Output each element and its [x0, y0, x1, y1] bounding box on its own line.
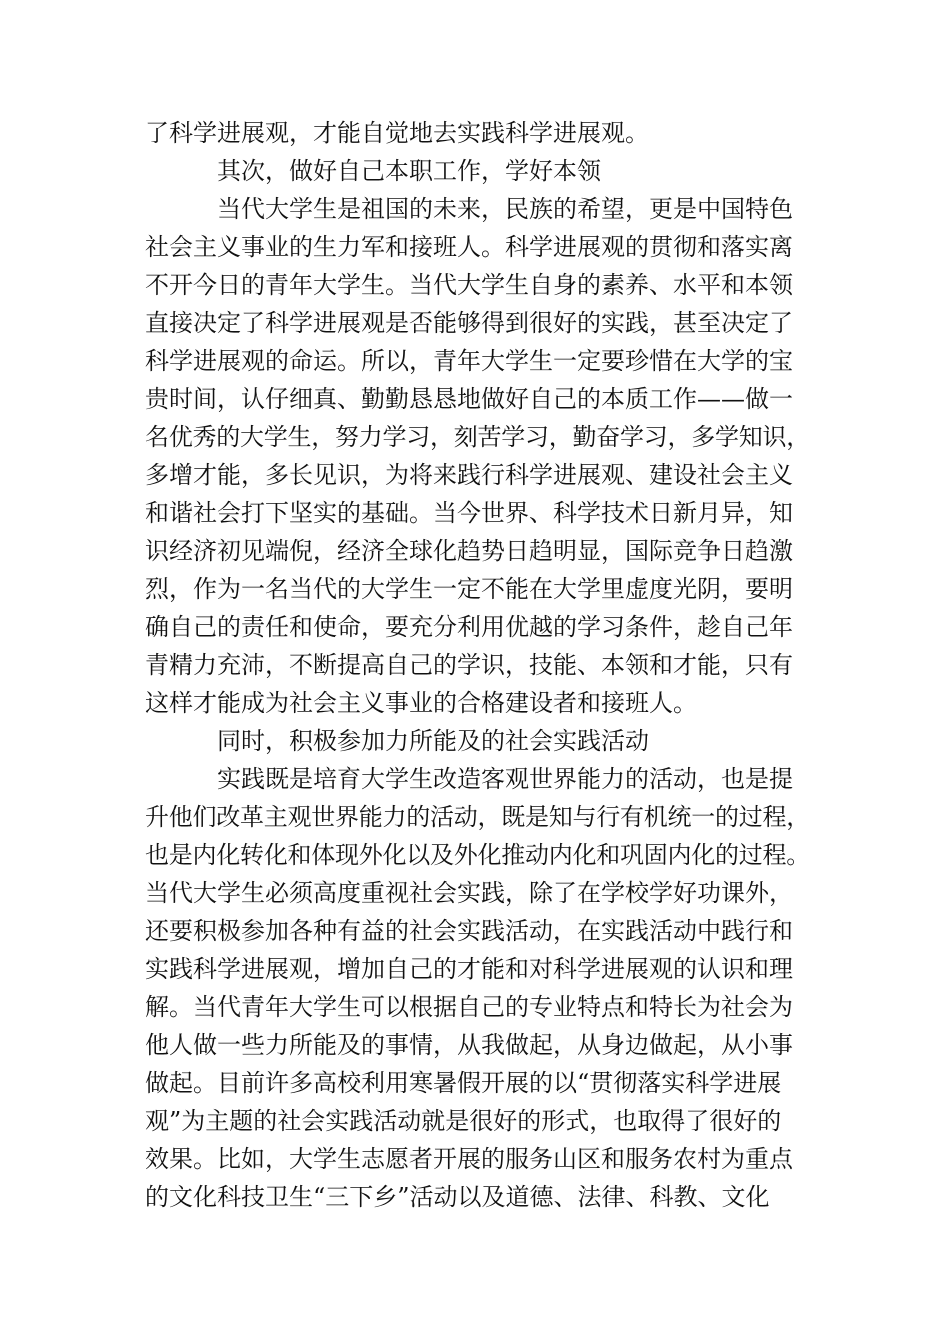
text-line: 青精力充沛，不断提高自己的学识，技能、本领和才能，只有	[145, 651, 793, 679]
text-line: 名优秀的大学生，努力学习，刻苦学习，勤奋学习，多学知识，	[145, 423, 810, 451]
text-line: 社会主义事业的生力军和接班人。科学进展观的贯彻和落实离	[145, 233, 793, 261]
text-line: 做起。目前许多高校利用寒暑假开展的以“贯彻落实科学进展	[145, 1069, 782, 1097]
document-body	[145, 114, 810, 1216]
text-line: 还要积极参加各种有益的社会实践活动，在实践活动中践行和	[145, 917, 793, 945]
text-line: 他人做一些力所能及的事情，从我做起，从身边做起，从小事	[145, 1031, 793, 1059]
text-line: 和谐社会打下坚实的基础。当今世界、科学技术日新月异，知	[145, 499, 793, 527]
text-line: 这样才能成为社会主义事业的合格建设者和接班人。	[145, 689, 697, 717]
text-line: 贵时间，认仔细真、勤勤恳恳地做好自己的本质工作——做一	[145, 385, 793, 413]
text-line: 解。当代青年大学生可以根据自己的专业特点和特长为社会为	[145, 993, 793, 1021]
text-line: 实践既是培育大学生改造客观世界能力的活动，也是提	[217, 765, 793, 793]
text-line: 不开今日的青年大学生。当代大学生自身的素养、水平和本领	[145, 271, 793, 299]
text-line: 观”为主题的社会实践活动就是很好的形式，也取得了很好的	[145, 1107, 782, 1135]
text-line: 实践科学进展观，增加自己的才能和对科学进展观的认识和理	[145, 955, 793, 983]
text-line: 升他们改革主观世界能力的活动，既是知与行有机统一的过程，	[145, 803, 810, 831]
text-line: 直接决定了科学进展观是否能够得到很好的实践，甚至决定了	[145, 309, 793, 337]
text-line: 其次，做好自己本职工作，学好本领	[217, 157, 601, 185]
text-line: 也是内化转化和体现外化以及外化推动内化和巩固内化的过程。	[145, 841, 810, 869]
text-line: 同时，积极参加力所能及的社会实践活动	[217, 727, 649, 755]
text-line: 的文化科技卫生“三下乡”活动以及道德、法律、科教、文化	[145, 1183, 770, 1211]
text-line: 确自己的责任和使命，要充分利用优越的学习条件，趁自己年	[145, 613, 793, 641]
text-line: 当代大学生必须高度重视社会实践，除了在学校学好功课外，	[145, 879, 793, 907]
text-line: 烈，作为一名当代的大学生一定不能在大学里虚度光阴，要明	[145, 575, 793, 603]
text-line: 了科学进展观，才能自觉地去实践科学进展观。	[145, 119, 649, 147]
text-line: 当代大学生是祖国的未来，民族的希望，更是中国特色	[217, 195, 793, 223]
text-line: 识经济初见端倪，经济全球化趋势日趋明显，国际竞争日趋激	[145, 537, 793, 565]
text-line: 多增才能，多长见识，为将来践行科学进展观、建设社会主义	[145, 461, 793, 489]
text-line: 科学进展观的命运。所以，青年大学生一定要珍惜在大学的宝	[145, 347, 793, 375]
text-line: 效果。比如，大学生志愿者开展的服务山区和服务农村为重点	[145, 1145, 793, 1173]
